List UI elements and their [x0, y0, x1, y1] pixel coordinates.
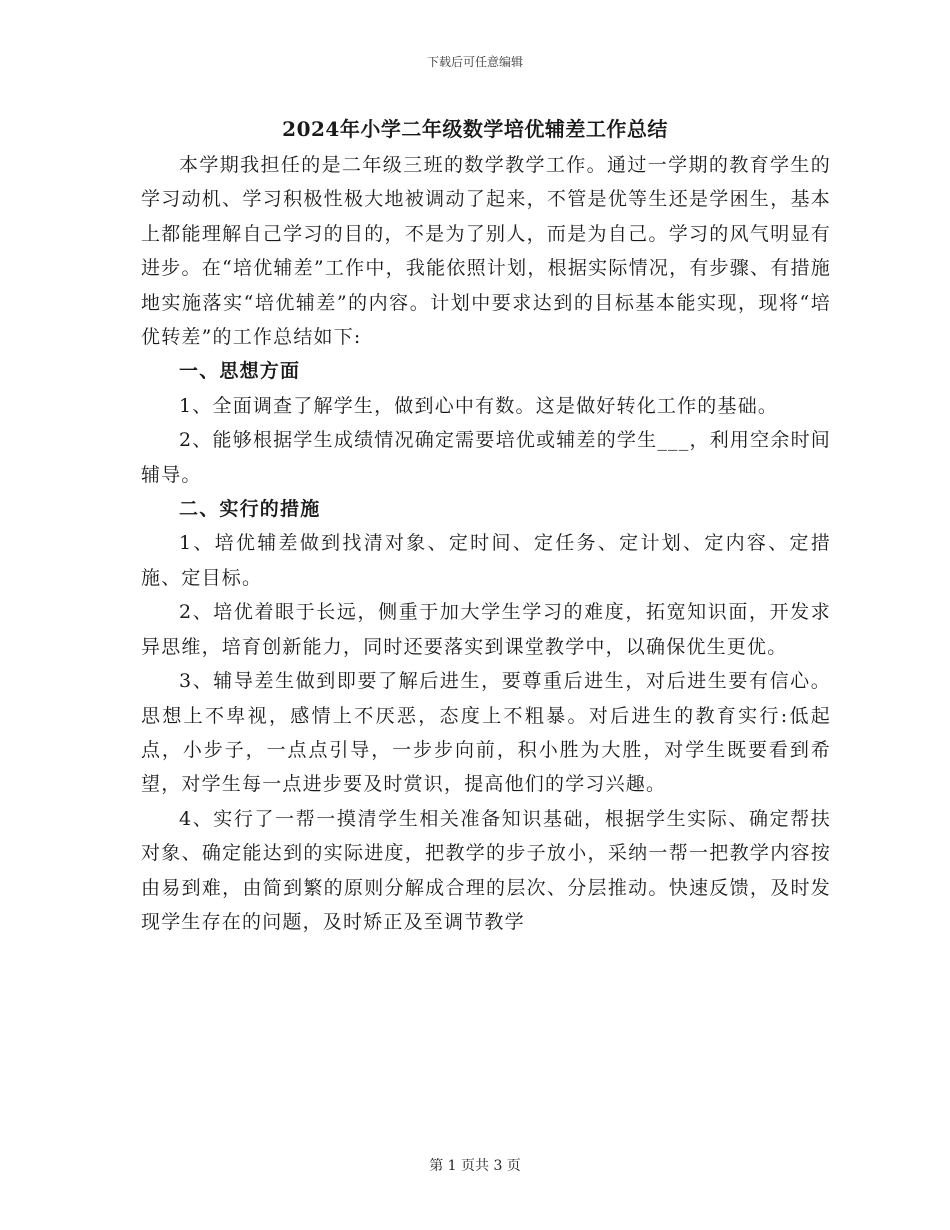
section1-item-2: 2、能够根据学生成绩情况确定需要培优或辅差的学生___，利用空余时间辅导。	[141, 429, 831, 486]
section2-item-4: 4、实行了一帮一摸清学生相关准备知识基础，根据学生实际、确定帮扶对象、确定能达到的实际进度，把教学的步子放小，采纳一帮一把教学内容按由易到难，由简到繁的原则分解成合理的层次、分层推动。快速反馈，及时发现学生存在的问题，及时矫正及至调节教学	[141, 807, 831, 933]
intro-paragraph: 本学期我担任的是二年级三班的数学教学工作。通过一学期的教育学生的学习动机、学习积极性极大地被调动了起来，不管是优等生还是学困生，基本上都能理解自己学习的目的，不是为了别人，而是为自己。学习的风气明显有进步。在“培优辅差”工作中，我能依照计划，根据实际情况，有步骤、有措施地实施落实“培优辅差”的内容。计划中要求达到的目标基本能实现，现将“培优转差”的工作总结如下:	[141, 154, 831, 349]
section1-item-1: 1、全面调查了解学生，做到心中有数。这是做好转化工作的基础。	[179, 394, 779, 417]
header-note: 下载后可任意编辑	[426, 55, 523, 69]
section-heading-thought: 一、思想方面	[179, 360, 301, 383]
section2-item-3: 3、辅导差生做到即要了解后进生，要尊重后进生，对后进生要有信心。思想上不卑视，感情上不厌恶，态度上不粗暴。对后进生的教育实行:低起点，小步子，一点点引导，一步步向前，积小胜为大胜，对学生既要看到希望，对学生每一点进步要及时赏识，提高他们的学习兴趣。	[141, 670, 831, 796]
section-heading-measures: 二、实行的措施	[179, 498, 321, 521]
page-number: 第 1 页共 3 页	[429, 1158, 521, 1174]
document-body	[141, 148, 831, 939]
document-title: 2024年小学二年级数学培优辅差工作总结	[282, 117, 668, 141]
section2-item-2: 2、培优着眼于长远，侧重于加大学生学习的难度，拓宽知识面，开发求异思维，培育创新能力，同时还要落实到课堂教学中，以确保优生更优。	[141, 601, 831, 658]
section2-item-1: 1、培优辅差做到找清对象、定时间、定任务、定计划、定内容、定措施、定目标。	[141, 532, 831, 589]
